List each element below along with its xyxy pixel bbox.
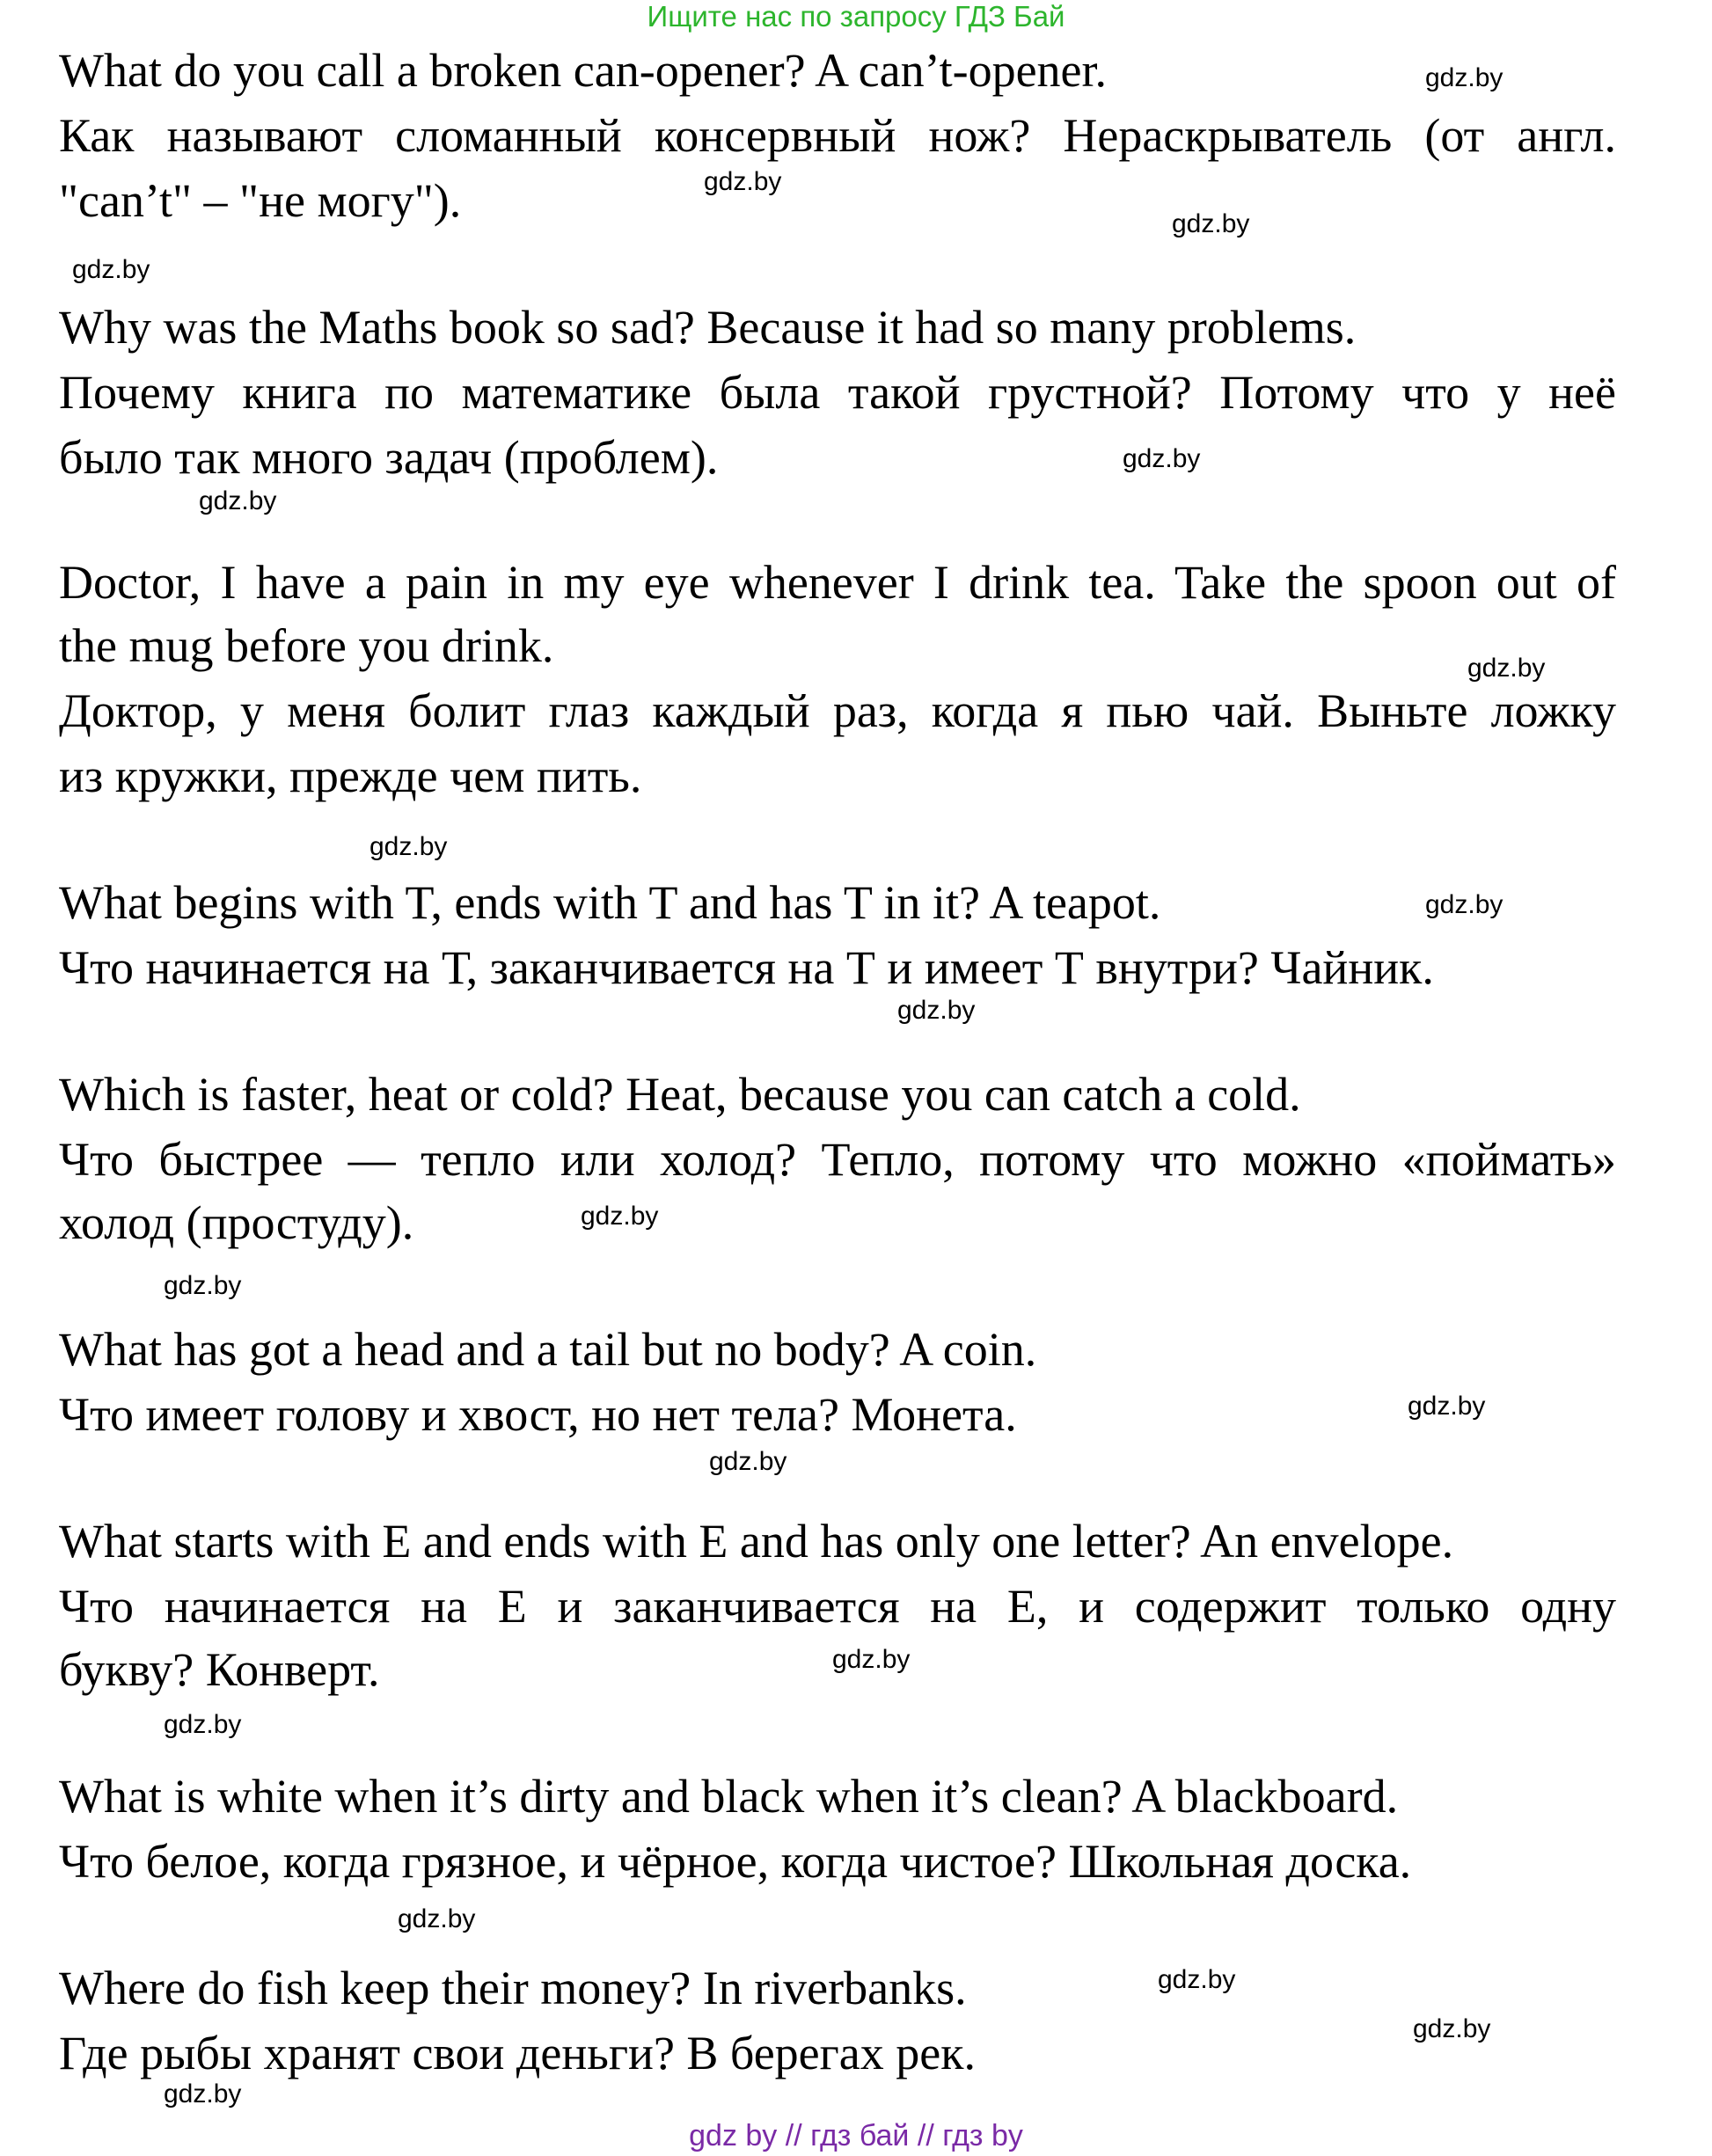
watermark: gdz.by — [164, 1710, 242, 1739]
joke-3-english-line-1: Doctor, I have a pain in my eye whenever I drink tea. Take the spoon out of — [59, 556, 1616, 609]
joke-2-russian-line-2: было так много задач (проблем). — [59, 431, 719, 484]
watermark: gdz.by — [398, 1904, 476, 1933]
watermark: gdz.by — [581, 1202, 659, 1231]
joke-7-russian-line-1: Что начинается на Е и заканчивается на Е, и содержит только одну — [59, 1580, 1616, 1633]
watermark: gdz.by — [1408, 1392, 1486, 1421]
joke-9-english: Where do fish keep their money? In riverbanks. — [59, 1962, 967, 2014]
watermark: gdz.by — [199, 486, 277, 515]
footer-links[interactable]: gdz by // гдз бай // гдз by — [689, 2119, 1023, 2152]
joke-3-russian-line-2: из кружки, прежде чем пить. — [59, 749, 642, 802]
watermark: gdz.by — [1123, 444, 1201, 473]
watermark: gdz.by — [1172, 209, 1250, 238]
joke-4-english: What begins with T, ends with T and has T in it? A teapot. — [59, 876, 1161, 929]
joke-1-russian-line-1: Как называют сломанный консервный нож? Нераскрыватель (от англ. — [59, 109, 1616, 162]
watermark: gdz.by — [1467, 654, 1546, 683]
joke-8-russian: Что белое, когда грязное, и чёрное, когда чистое? Школьная доска. — [59, 1835, 1412, 1888]
joke-3-russian-line-1: Доктор, у меня болит глаз каждый раз, когда я пью чай. Выньте ложку — [59, 684, 1616, 737]
joke-5-russian-line-1: Что быстрее — тепло или холод? Тепло, потому что можно «поймать» — [59, 1133, 1616, 1186]
watermark: gdz.by — [369, 832, 448, 861]
watermark: gdz.by — [704, 167, 782, 196]
joke-6-russian: Что имеет голову и хвост, но нет тела? Монета. — [59, 1388, 1017, 1441]
joke-6-english: What has got a head and a tail but no body? A coin. — [59, 1323, 1037, 1376]
watermark: gdz.by — [164, 2079, 242, 2108]
joke-7-russian-line-2: букву? Конверт. — [59, 1643, 380, 1696]
watermark: gdz.by — [1413, 2014, 1491, 2043]
watermark: gdz.by — [897, 996, 976, 1025]
watermark: gdz.by — [1425, 890, 1503, 919]
watermark: gdz.by — [832, 1645, 911, 1674]
joke-5-russian-line-2: холод (простуду). — [59, 1196, 414, 1249]
joke-9-russian: Где рыбы хранят свои деньги? В берегах рек. — [59, 2027, 976, 2079]
watermark: gdz.by — [164, 1271, 242, 1300]
joke-5-english: Which is faster, heat or cold? Heat, because you can catch a cold. — [59, 1068, 1301, 1121]
joke-2-english: Why was the Maths book so sad? Because it had so many problems. — [59, 301, 1357, 354]
header-search-link[interactable]: Ищите нас по запросу ГДЗ Бай — [647, 0, 1065, 33]
watermark: gdz.by — [72, 255, 150, 284]
watermark: gdz.by — [1425, 63, 1503, 92]
joke-4-russian: Что начинается на Т, заканчивается на Т и имеет Т внутри? Чайник. — [59, 941, 1434, 994]
joke-2-russian-line-1: Почему книга по математике была такой грустной? Потому что у неё — [59, 366, 1616, 419]
joke-7-english: What starts with E and ends with E and has only one letter? An envelope. — [59, 1515, 1454, 1568]
joke-8-english: What is white when it’s dirty and black when it’s clean? A blackboard. — [59, 1770, 1399, 1823]
watermark: gdz.by — [1158, 1965, 1236, 1994]
joke-3-english-line-2: the mug before you drink. — [59, 619, 554, 672]
joke-1-russian-line-2: "can’t" – "не могу"). — [59, 174, 462, 227]
joke-1-english: What do you call a broken can-opener? A can’t-opener. — [59, 44, 1108, 97]
watermark: gdz.by — [709, 1447, 787, 1476]
